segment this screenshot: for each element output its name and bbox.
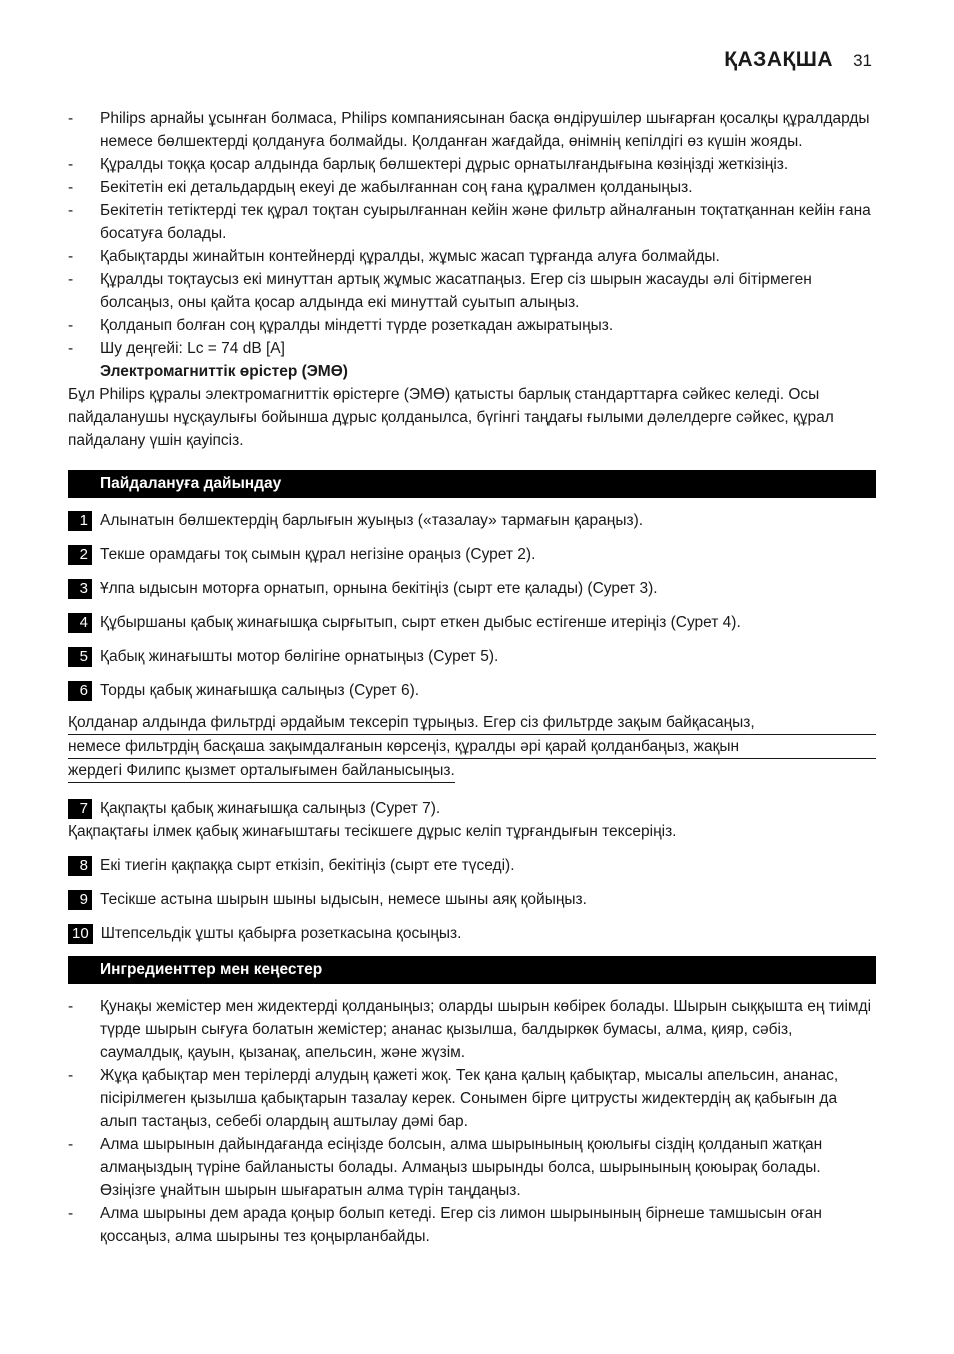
step-4: 4 Құбыршаны қабық жинағышқа сырғытып, сырт еткен дыбыс естігенше итеріңіз (Сурет 4). — [68, 611, 876, 634]
step-number: 6 — [68, 681, 92, 701]
page-number: 31 — [853, 51, 872, 70]
list-item: - Қолданып болған соң құралды міндетті түрде розеткадан ажыратыңыз. — [68, 317, 614, 334]
step-number: 10 — [68, 924, 93, 944]
section-bar-tips: Ингредиенттер мен кеңестер — [68, 956, 876, 984]
list-item: - Жұқа қабықтар мен терілерді алудың қажеті жоқ. Тек қана қалың қабықтар, мысалы апельсин, ананас, пісірілмеген қызылша қабықтарын тазалау керек. Сонымен бірге цитрусты жидектердің ақ қабығын да алып тастаңыз, себебі олардың аштылау дәмі бар. — [68, 1067, 839, 1130]
step-9: 9 Тесікше астына шырын шыны ыдысын, немесе шыны аяқ қойыңыз. — [68, 888, 876, 911]
step-1: 1 Алынатын бөлшектердің барлығын жуыңыз («тазалау» тармағын қараңыз). — [68, 509, 876, 532]
list-item: - Қунақы жемістер мен жидектерді қолданыңыз; оларды шырын көбірек болады. Шырын сыққышта ең тиімді түрде шырын сығуға болатын жемістер; ананас қызылша, балдыркөк бумасы, алма, қияр, сәбіз, саумалдық, қауын, қызанақ, апельсин, және жүзім. — [68, 998, 872, 1061]
list-item: - Бекітетін тетіктерді тек құрал тоқтан суырылғаннан кейін және фильтр айналғанын тоқтатқаннан кейін ғана босатуға болады. — [68, 202, 871, 242]
step-number: 9 — [68, 890, 92, 910]
step-number: 3 — [68, 579, 92, 599]
warning-note — [68, 711, 876, 783]
step-5: 5 Қабық жинағышты мотор бөлігіне орнатыңыз (Сурет 5). — [68, 645, 876, 668]
page-header — [724, 48, 872, 72]
step-number: 4 — [68, 613, 92, 633]
list-item: - Құралды тоққа қосар алдында барлық бөлшектері дұрыс орнатылғандығына көзіңізді жеткізіңіз. — [68, 156, 789, 173]
list-item: - Құралды тоқтаусыз екі минуттан артық жұмыс жасатпаңыз. Егер сіз шырын жасауды әлі бітірмеген болсаңыз, оны қайта қосар алдында екі минуттай суытып алыңыз. — [68, 271, 812, 311]
step-10: 10 Штепсельдік ұшты қабырға розеткасына қосыңыз. — [68, 922, 876, 945]
step-number: 7 — [68, 799, 92, 819]
list-item: - Philips арнайы ұсынған болмаса, Philips компаниясынан басқа өндірушілер шығарған қосалқы құралдарды немесе бөлшектерді қолдануға болмайды. Қолданған жағдайда, өнімнің кепілдігі өз күшін жояды. — [68, 110, 870, 150]
step-number: 5 — [68, 647, 92, 667]
warning-line: немесе фильтрдің басқаша зақымдалғанын көрсеңіз, құралды әрі қарай қолданбаңыз, жақын — [68, 735, 876, 759]
page-content — [68, 107, 876, 1248]
step-number: 1 — [68, 511, 92, 531]
warning-line: Қолданар алдында фильтрді әрдайым тексеріп тұрыңыз. Егер сіз фильтрде зақым байқасаңыз, — [68, 711, 876, 735]
list-item: - Шу деңгейі: Lc = 74 dB [A] — [68, 340, 285, 357]
step-7: 7 Қақпақты қабық жинағышқа салыңыз (Сурет 7). — [68, 797, 876, 820]
emf-heading: Электромагниттік өрістер (ЭМӨ) — [100, 363, 348, 380]
language-label: ҚАЗАҚША — [724, 48, 834, 71]
step-number: 8 — [68, 856, 92, 876]
step-8: 8 Екі тиегін қақпаққа сырт еткізіп, бекітіңіз (сырт ете түседі). — [68, 854, 876, 877]
list-item: - Алма шырыны дем арада қоңыр болып кетеді. Егер сіз лимон шырынының бірнеше тамшысын оған қоссаңыз, алма шырыны тез қоңырланбайды. — [68, 1205, 822, 1245]
emf-text: Бұл Philips құралы электромагниттік өрістерге (ЭМӨ) қатысты барлық стандарттарға сәйкес келеді. Осы пайдаланушы нұсқаулығы бойынша дұрыс қолданылса, бүгінгі таңдағы ғылыми дәлелдерге сәйкес, құрал пайдалану үшін қауіпсіз. — [68, 386, 834, 449]
step-2: 2 Текше орамдағы тоқ сымын құрал негізіне ораңыз (Сурет 2). — [68, 543, 876, 566]
step-3: 3 Ұлпа ыдысын моторға орнатып, орнына бекітіңіз (сырт ете қалады) (Сурет 3). — [68, 577, 876, 600]
list-item: - Қабықтарды жинайтын контейнерді құралды, жұмыс жасап тұрғанда алуға болмайды. — [68, 248, 720, 265]
step-6: 6 Торды қабық жинағышқа салыңыз (Сурет 6). — [68, 679, 876, 702]
list-item: - Алма шырынын дайындағанда есіңізде болсын, алма шырынының қоюлығы сіздің қолданып жатқан алмаңыздың түріне байланысты болады. Алмаңыз шырынды болса, шырынының қоюырақ болады. Өзіңізге ұнайтын шырын шығаратын алма түрін таңдаңыз. — [68, 1136, 823, 1199]
warning-line: жердегі Филипс қызмет орталығымен байланысыңыз. — [68, 759, 455, 783]
list-item: - Бекітетін екі детальдардың екеуі де жабылғаннан соң ғана құралмен қолданыңыз. — [68, 179, 693, 196]
intro-list — [68, 107, 876, 360]
tips-list — [68, 995, 876, 1248]
step-7-note: Қақпақтағы ілмек қабық жинағыштағы тесікшеге дұрыс келіп тұрғандығын тексеріңіз. — [68, 823, 677, 840]
step-number: 2 — [68, 545, 92, 565]
section-bar-preparation: Пайдалануға дайындау — [68, 470, 876, 498]
